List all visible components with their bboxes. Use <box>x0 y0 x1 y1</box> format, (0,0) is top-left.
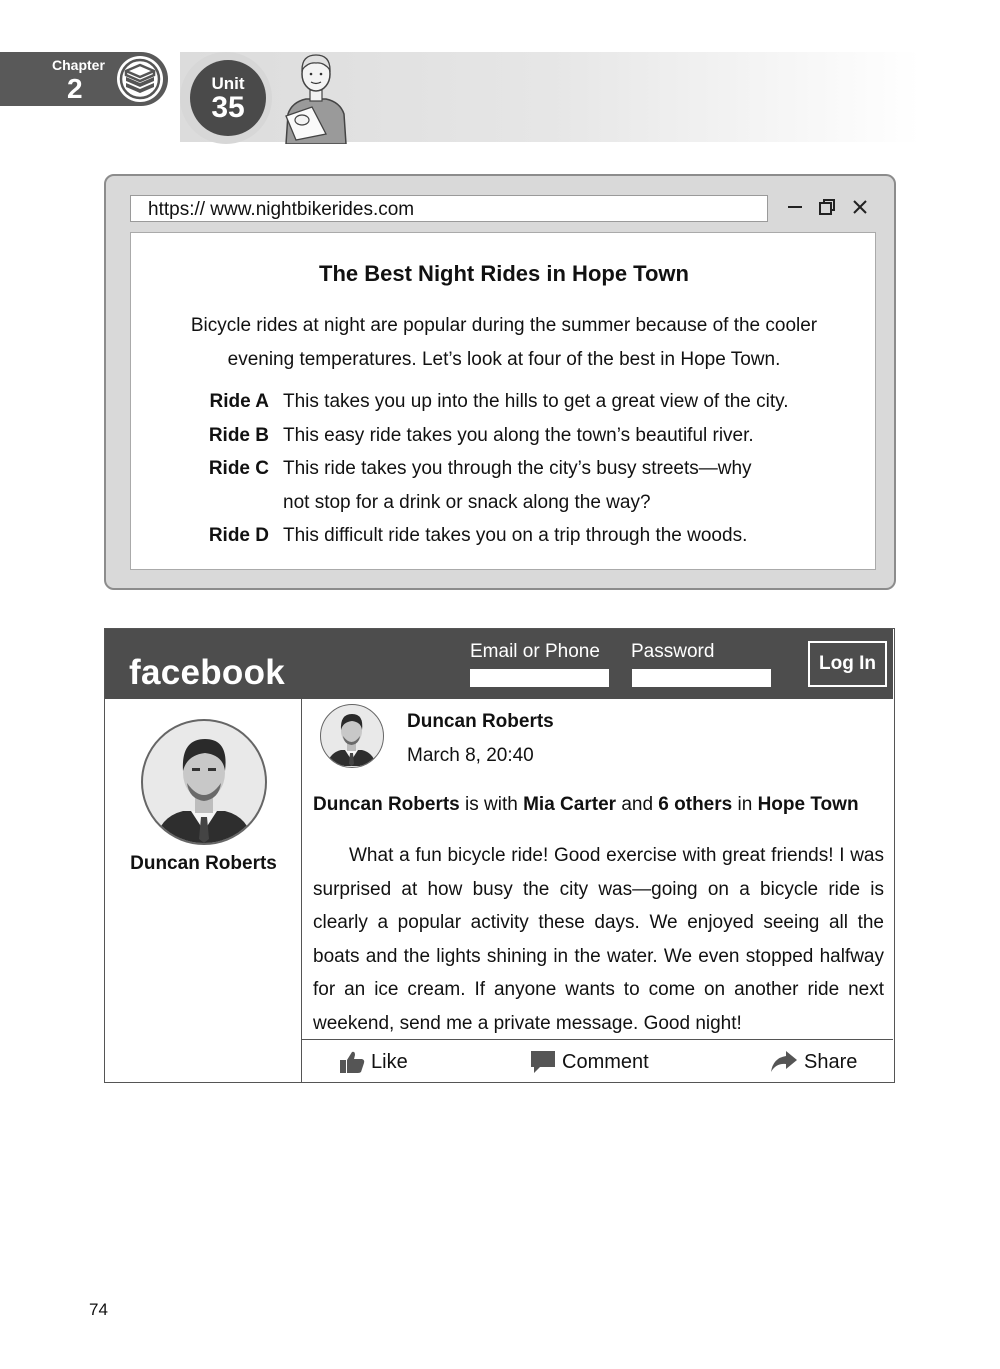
intro-text <box>131 309 877 377</box>
intro-line: Bicycle rides at night are popular during the summer because of the cooler <box>190 315 818 336</box>
tagged-location[interactable]: Hope Town <box>757 794 859 815</box>
share-label: Share <box>804 1050 858 1073</box>
ride-label: Ride B <box>208 425 269 446</box>
unit-badge <box>190 60 266 136</box>
post-timestamp: March 8, 20:40 <box>407 745 534 766</box>
web-page-content <box>130 232 876 570</box>
minimize-icon[interactable] <box>782 194 808 220</box>
ride-description: This difficult ride takes you on a trip through the woods. <box>283 525 748 546</box>
like-label: Like <box>371 1050 408 1073</box>
like-button[interactable] <box>339 1050 408 1074</box>
tagline-text: in <box>737 794 753 815</box>
chapter-number: 2 <box>67 73 83 104</box>
profile-name[interactable]: Duncan Roberts <box>130 853 277 874</box>
ride-description: This easy ride takes you along the town’s beautiful river. <box>283 425 754 446</box>
avatar[interactable] <box>141 719 267 845</box>
password-field[interactable] <box>632 669 771 687</box>
post-action-bar <box>302 1039 893 1082</box>
login-button[interactable]: Log In <box>808 641 887 687</box>
close-icon[interactable] <box>847 194 873 220</box>
tagged-friend[interactable]: Mia Carter <box>523 794 617 815</box>
post-body: What a fun bicycle ride! Good exercise with great friends! I was surprised at how busy the city was—going on a bicycle ride is clearly a popular activity these days. We enjoyed seeing all the boats and the lights shining in the water. We even stopped halfway for an ice cream. If anyone wants to come on another ride next weekend, send me a private message. Good night! <box>313 845 884 1034</box>
avatar[interactable] <box>320 704 384 768</box>
share-icon <box>770 1050 798 1074</box>
comment-label: Comment <box>562 1050 649 1073</box>
tagline-text: is with <box>465 794 518 815</box>
page-title: The Best Night Rides in Hope Town <box>319 261 689 286</box>
thumbs-up-icon <box>339 1050 365 1074</box>
unit-label: Unit <box>211 74 245 93</box>
tagline-text: and <box>621 794 654 815</box>
post-tagline <box>313 794 859 816</box>
ride-label: Ride A <box>209 391 269 412</box>
browser-window <box>104 174 896 590</box>
ride-description: This ride takes you through the city’s busy streets—why <box>283 458 752 479</box>
post-content <box>302 699 893 1082</box>
ride-label: Ride D <box>208 525 269 546</box>
tagged-others[interactable]: 6 others <box>658 794 733 815</box>
intro-line: evening temperatures. Let’s look at four of the best in Hope Town. <box>227 349 781 370</box>
facebook-logo[interactable]: facebook <box>129 653 286 692</box>
boy-illustration <box>278 52 354 149</box>
ride-label: Ride C <box>208 458 269 479</box>
password-label: Password <box>631 641 715 662</box>
email-field[interactable] <box>470 669 609 687</box>
page-number: 74 <box>89 1300 108 1319</box>
share-button[interactable] <box>770 1050 857 1074</box>
facebook-top-bar <box>105 629 893 699</box>
restore-icon[interactable] <box>814 194 840 220</box>
ride-description: not stop for a drink or snack along the way? <box>283 492 651 513</box>
facebook-post-card <box>104 628 895 1083</box>
chapter-tab <box>0 52 168 106</box>
unit-number: 35 <box>211 91 245 124</box>
unit-header <box>0 52 1000 144</box>
email-label: Email or Phone <box>470 641 600 662</box>
profile-sidebar <box>105 699 302 1082</box>
books-icon <box>117 56 163 102</box>
chapter-label: Chapter <box>52 57 105 73</box>
tagged-author[interactable]: Duncan Roberts <box>313 794 460 815</box>
comment-button[interactable] <box>530 1050 649 1074</box>
post-author[interactable]: Duncan Roberts <box>407 711 554 732</box>
comment-icon <box>530 1050 556 1074</box>
url-bar[interactable]: https:// www.nightbikerides.com <box>130 195 768 222</box>
ride-description: This takes you up into the hills to get a great view of the city. <box>283 391 789 412</box>
